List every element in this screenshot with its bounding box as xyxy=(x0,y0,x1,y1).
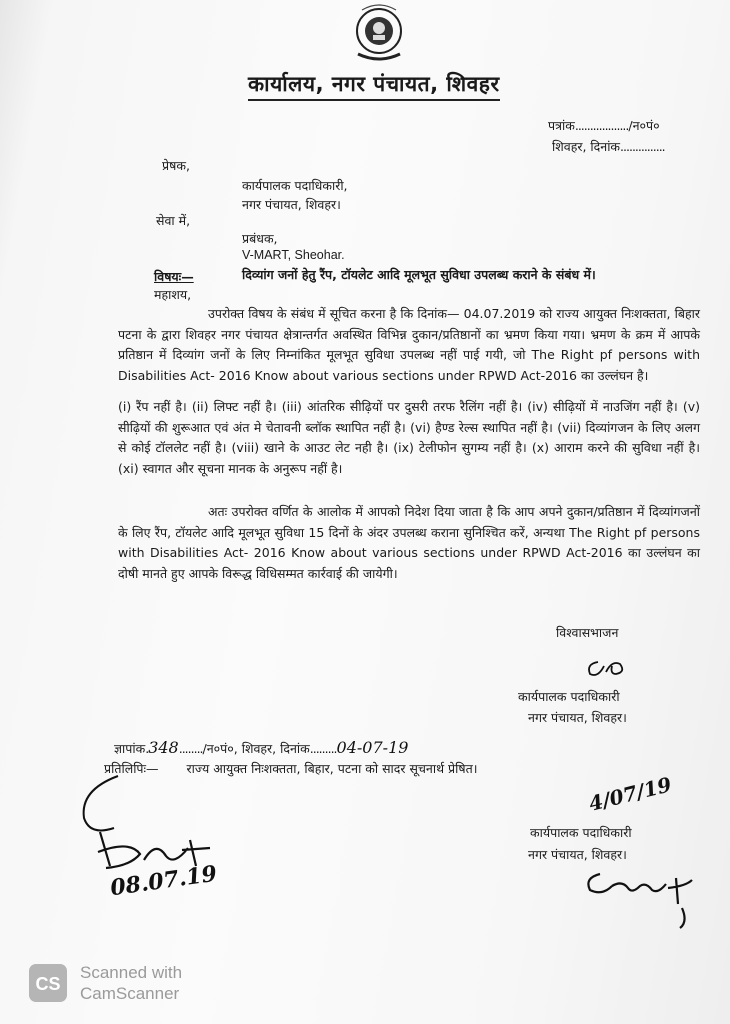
closing-office: नगर पंचायत, शिवहर। xyxy=(528,710,627,725)
salutation: महाशय, xyxy=(154,287,192,302)
closing-yours: विश्वासभाजन xyxy=(556,625,619,640)
closing2-office: नगर पंचायत, शिवहर। xyxy=(528,847,627,862)
receiver-signature-date: 08.07.19 xyxy=(108,860,219,902)
officer-signature-initials xyxy=(584,654,632,682)
closing-designation: कार्यपालक पदाधिकारी xyxy=(518,689,620,704)
memo-date: 04-07-19 xyxy=(336,738,409,757)
officer-signature xyxy=(582,860,702,930)
camscanner-logo-text: CS xyxy=(35,974,61,994)
letter-number-suffix: /न०पं० xyxy=(628,118,660,133)
memo-suffix: /न०पं०, शिवहर, दिनांक xyxy=(202,741,310,756)
subject-text: दिव्यांग जनों हेतु रैंप, टॉयलेट आदि मूलभूत सुविधा उपलब्ध कराने के संबंध में। xyxy=(242,267,596,282)
letter-number-label: पत्रांक xyxy=(548,118,575,133)
copy-text: राज्य आयुक्त निःशक्तता, बिहार, पटना को सादर सूचनार्थ प्रेषित। xyxy=(186,761,478,776)
approval-date-annotation: 4/07/19 xyxy=(586,772,674,816)
subject-label: विषयः— xyxy=(154,269,194,284)
memo-line: ज्ञापांक.348......../न०पं०, शिवहर, दिनांक.........04-07-19 xyxy=(114,738,409,757)
copy-label: प्रतिलिपिः— xyxy=(104,761,159,776)
recipient-designation: प्रबंधक, xyxy=(242,231,278,246)
memo-number: 348 xyxy=(148,738,179,757)
sender-office: नगर पंचायत, शिवहर। xyxy=(242,197,341,212)
memo-label: ज्ञापांक xyxy=(114,741,146,756)
recipient-label: सेवा में, xyxy=(156,213,191,228)
sender-designation: कार्यपालक पदाधिकारी, xyxy=(242,178,348,193)
letter-date-line: शिवहर, दिनांक............... xyxy=(552,139,665,154)
office-seal-emblem xyxy=(348,2,410,64)
body-paragraph-2: (i) रैंप नहीं है। (ii) लिफ्ट नहीं है। (iii) आंतरिक सीढ़ियों पर दुसरी तरफ रैलिंग नहीं है। (iv) सीढ़ियों में नाउजिंग नहीं है। (v) सीढ़ियों की शुरूआत एवं अंत मे चेतावनी ब्लॉक स्थापित नहीं है। (vi) हैण्ड रेल्स स्थापित नहीं है। (vii) दिव्यांगजन के लिए अलग से कोई टॉललेट नहीं है। (viii) खाने के आउट लेट नही है। (ix) टेलीफोन सुगम्य नहीं है। (x) आराम करने की सुविधा नहीं है। (xi) स्वागत और सूचना मानक के अनुरूप नहीं है। xyxy=(118,399,700,476)
camscanner-watermark-text: Scanned with CamScanner xyxy=(80,963,183,1003)
body-paragraph-1: उपरोक्त विषय के संबंध में सूचित करना है कि दिनांक— 04.07.2019 को राज्य आयुक्त निःशक्तता, बिहार पटना के द्वारा शिवहर नगर पंचायत क्षेत्रान्तर्गत अवस्थित विभिन्न दुकान/प्रतिष्ठानों का भ्रमण किया गया। भ्रमण के क्रम में आपके प्रतिष्ठान में दिव्यांग जनों के लिए निम्नांकित मूलभूत सुविधा उपलब्ध नहीं पाई गयी, जो The Right pf persons with Disabilities Act- 2016 Know about various sections under RPWD Act-2016 का उल्लंघन है। xyxy=(118,306,700,383)
recipient-name: V-MART, Sheohar. xyxy=(242,248,345,262)
closing2-designation: कार्यपालक पदाधिकारी xyxy=(530,825,632,840)
letter-number-line: पत्रांक................../न०पं० xyxy=(548,118,660,133)
office-title: कार्यालय, नगर पंचायत, शिवहर xyxy=(248,70,500,101)
letter-date-label: शिवहर, दिनांक xyxy=(552,139,621,154)
sender-label: प्रेषक, xyxy=(162,158,190,173)
camscanner-logo xyxy=(28,963,68,1003)
body-paragraph-3: अतः उपरोक्त वर्णित के आलोक में आपको निदेश दिया जाता है कि आप अपने दुकान/प्रतिष्ठान में दिव्यांगजनों के लिए रैंप, टॉयलेट आदि मूलभूत सुविधा 15 दिनों के अंदर उपलब्ध कराना सुनिश्चित करें, अन्यथा The Right pf persons with Disabilities Act- 2016 Know about various sections under RPWD Act-2016 का उल्लंघन का दोषी मानते हुए आपके विरूद्ध विधिसम्मत कार्रवाई की जायेगी। xyxy=(118,504,700,581)
